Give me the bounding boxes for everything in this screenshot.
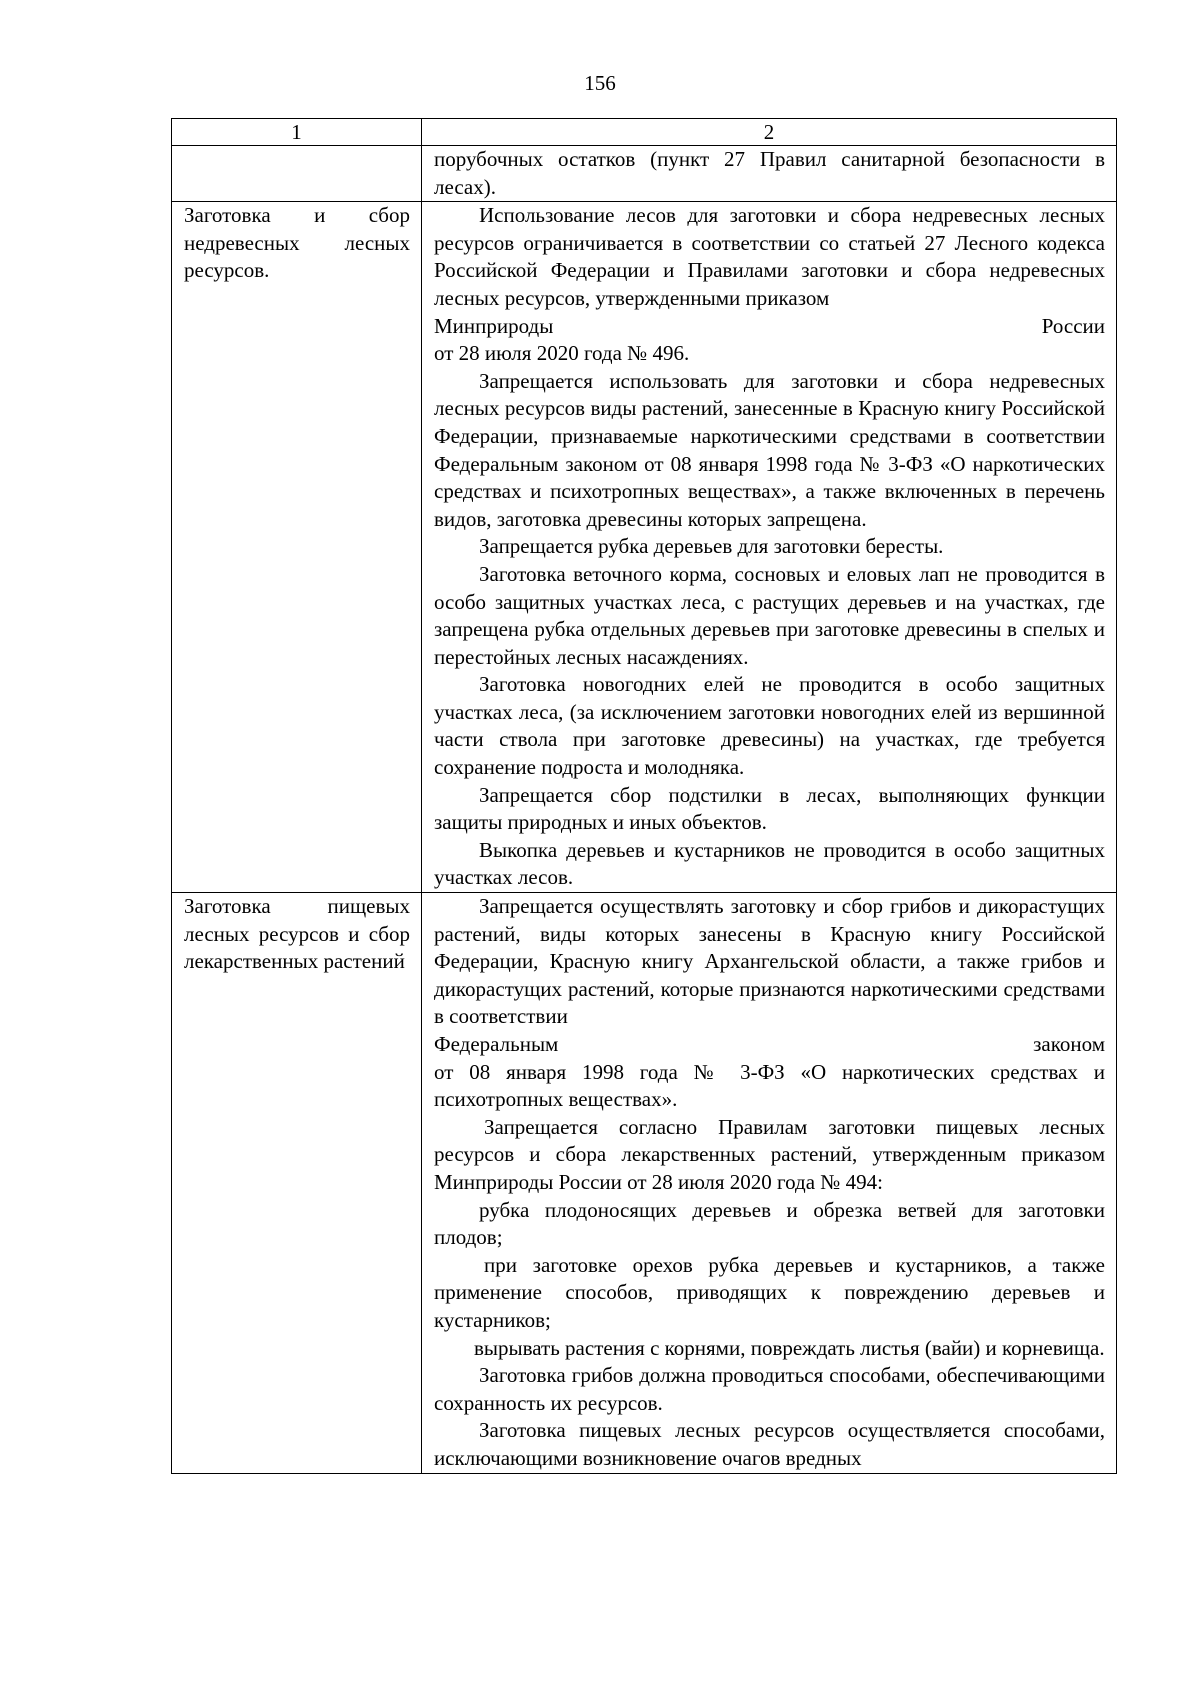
row-category: Заготовка и сбор недревесных лесных ресурсов. <box>172 202 422 893</box>
row-category <box>172 146 422 202</box>
paragraph: Запрещается согласно Правилам заготовки пищевых лесных ресурсов и сбора лекарственных растений, утвержденным приказом Минприроды России от 28 июля 2020 года № 494: <box>434 1114 1105 1194</box>
paragraph: от 08 января 1998 года № 3-ФЗ «О наркотических средствах и психотропных веществах». <box>434 1059 1105 1112</box>
table-row <box>172 202 1117 893</box>
paragraph: при заготовке орехов рубка деревьев и кустарников, а также применение способов, приводящих к повреждению деревьев и кустарников; <box>434 1252 1105 1332</box>
paragraph: вырывать растения с корнями, повреждать листья (вайи) и корневища. <box>474 1335 1105 1360</box>
paragraph: порубочных остатков (пункт 27 Правил санитарной безопасности в лесах). <box>434 147 1105 199</box>
paragraph: Запрещается осуществлять заготовку и сбор грибов и дикорастущих растений, виды которых занесены в Красную книгу Российской Федерации, Красную книгу Архангельской области, а также грибов и дикорастущих растений, которые признаются наркотическими средствами в соответствии <box>434 894 1105 1029</box>
row-content <box>422 202 1117 893</box>
row-content <box>422 893 1117 1473</box>
paragraph: Федеральным законом <box>434 1032 1105 1056</box>
row-category: Заготовка пищевых лесных ресурсов и сбор лекарственных растений <box>172 893 422 1473</box>
column-header-1: 1 <box>172 119 422 146</box>
row-content <box>422 146 1117 202</box>
page-number: 156 <box>584 71 616 95</box>
paragraph: Запрещается рубка деревьев для заготовки бересты. <box>479 534 944 559</box>
paragraph: рубка плодоносящих деревьев и обрезка ветвей для заготовки плодов; <box>434 1197 1105 1250</box>
column-header-2: 2 <box>422 119 1117 146</box>
paragraph: Запрещается использовать для заготовки и сбора недревесных лесных ресурсов виды растений, занесенные в Красную книгу Российской Федерации, признаваемые наркотическими средствами в соответствии Федеральным законом от 08 января 1998 года № 3-ФЗ «О наркотических средствах и психотропных веществах», а также включенных в перечень видов, заготовка древесины которых запрещена. <box>434 368 1105 531</box>
paragraph: Выкопка деревьев и кустарников не проводится в особо защитных участках лесов. <box>434 837 1105 890</box>
paragraph: Заготовка грибов должна проводиться способами, обеспечивающими сохранность их ресурсов. <box>434 1363 1105 1415</box>
paragraph: от 28 июля 2020 года № 496. <box>434 341 690 366</box>
paragraph: Заготовка новогодних елей не проводится в особо защитных участках леса, (за исключением заготовки новогодних елей из вершинной части ствола при заготовке древесины) на участках, где требуется сохранение подроста и молодняка. <box>434 672 1105 780</box>
paragraph: Запрещается сбор подстилки в лесах, выполняющих функции защиты природных и иных объектов. <box>434 782 1105 835</box>
paragraph: Использование лесов для заготовки и сбора недревесных лесных ресурсов ограничивается в соответствии со статьей 27 Лесного кодекса Российской Федерации и Правилами заготовки и сбора недревесных лесных ресурсов, утвержденными приказом <box>434 203 1105 310</box>
table-row <box>172 146 1117 202</box>
paragraph: Заготовка веточного корма, сосновых и еловых лап не проводится в особо защитных участках леса, с растущих деревьев и на участках, где запрещена рубка отдельных деревьев при заготовке древесины в спелых и перестойных лесных насаждениях. <box>434 561 1105 669</box>
forest-use-restrictions-table <box>171 118 1117 1474</box>
paragraph: Минприроды России <box>434 313 1105 338</box>
table-row <box>172 893 1117 1473</box>
table-header-row <box>172 119 1117 146</box>
paragraph: Заготовка пищевых лесных ресурсов осуществляется способами, исключающими возникновение очагов вредных <box>434 1418 1105 1470</box>
